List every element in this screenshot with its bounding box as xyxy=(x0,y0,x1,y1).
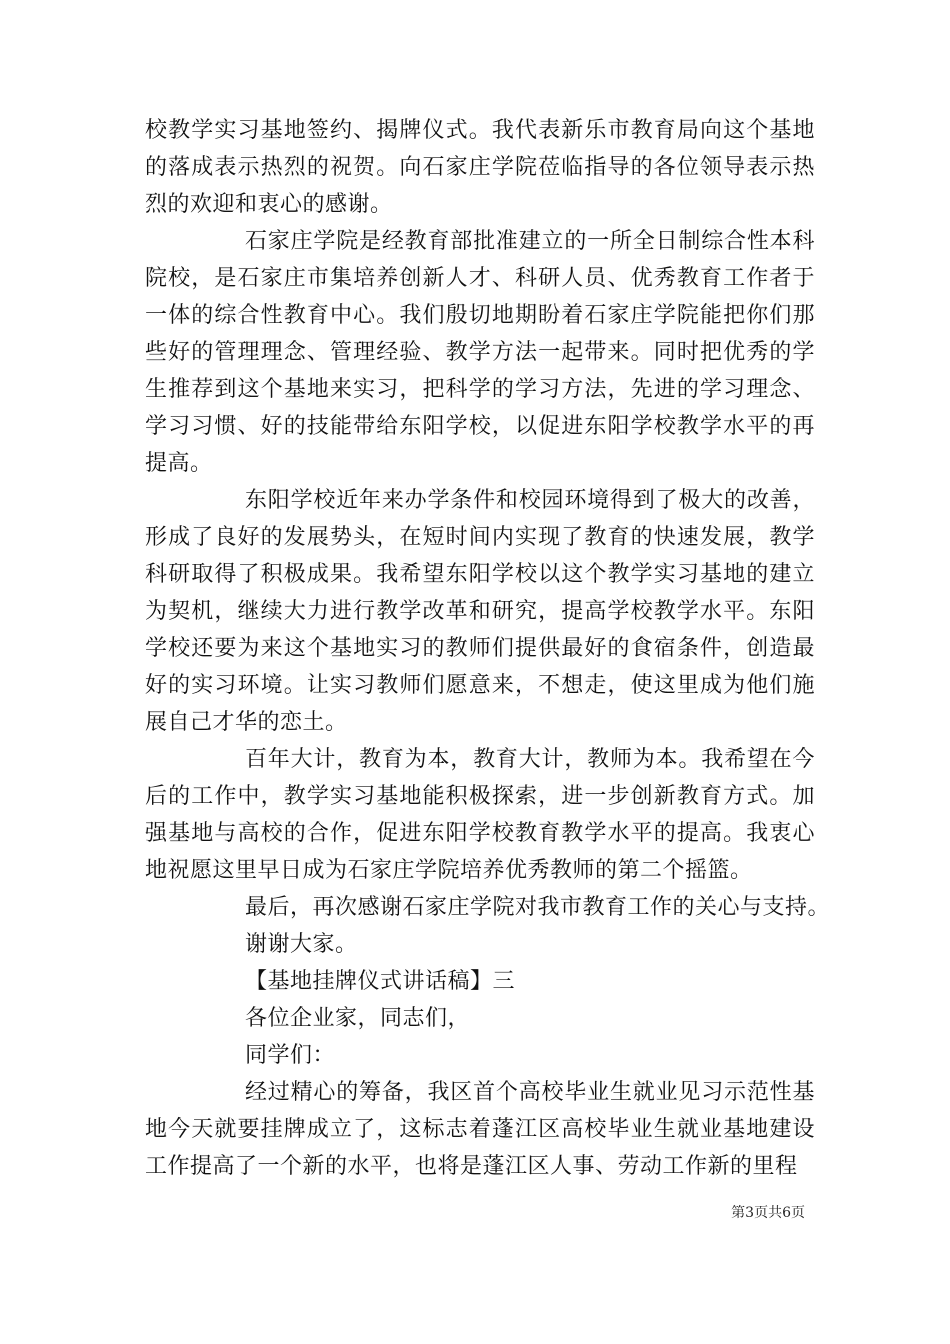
paragraph-3: 东阳学校近年来办学条件和校园环境得到了极大的改善，形成了良好的发展势头，在短时间内实现了教育的快速发展，教学科研取得了积极成果。我希望东阳学校以这个教学实习基地的建立为契机，继续大力进行教学改革和研究，提高学校教学水平。东阳学校还要为来这个基地实习的教师们提供最好的食宿条件，创造最好的实习环境。让实习教师们愿意来，不想走，使这里成为他们施展自己才华的恋土。 xyxy=(145,488,815,735)
salutation-line-1: 各位企业家，同志们， xyxy=(245,1006,471,1031)
document-body xyxy=(145,112,831,1185)
paragraph-2: 石家庄学院是经教育部批准建立的一所全日制综合性本科院校，是石家庄市集培养创新人才、科研人员、优秀教育工作者于一体的综合性教育中心。我们殷切地期盼着石家庄学院能把你们那些好的管理理念、管理经验、教学方法一起带来。同时把优秀的学生推荐到这个基地来实习，把科学的学习方法，先进的学习理念、学习习惯、好的技能带给东阳学校，以促进东阳学校教学水平的再提高。 xyxy=(145,229,815,476)
closing-thanks: 最后，再次感谢石家庄学院对我市教育工作的关心与支持。 xyxy=(245,895,831,920)
page-number: 第3页共6页 xyxy=(731,1205,805,1221)
paragraph-1: 校教学实习基地签约、揭牌仪式。我代表新乐市教育局向这个基地的落成表示热烈的祝贺。向石家庄学院莅临指导的各位领导表示热烈的欢迎和衷心的感谢。 xyxy=(145,118,815,217)
salutation-line-2: 同学们： xyxy=(245,1043,336,1068)
paragraph-4: 百年大计，教育为本，教育大计，教师为本。我希望在今后的工作中，教学实习基地能积极探索，进一步创新教育方式。加强基地与高校的合作，促进东阳学校教育教学水平的提高。我衷心地祝愿这里早日成为石家庄学院培养优秀教师的第二个摇篮。 xyxy=(145,747,815,883)
closing-greeting: 谢谢大家。 xyxy=(245,932,358,957)
section-heading: 【基地挂牌仪式讲话稿】三 xyxy=(245,969,516,994)
paragraph-5: 经过精心的筹备，我区首个高校毕业生就业见习示范性基地今天就要挂牌成立了，这标志着蓬江区高校毕业生就业基地建设工作提高了一个新的水平，也将是蓬江区人事、劳动工作新的里程 xyxy=(145,1080,815,1179)
